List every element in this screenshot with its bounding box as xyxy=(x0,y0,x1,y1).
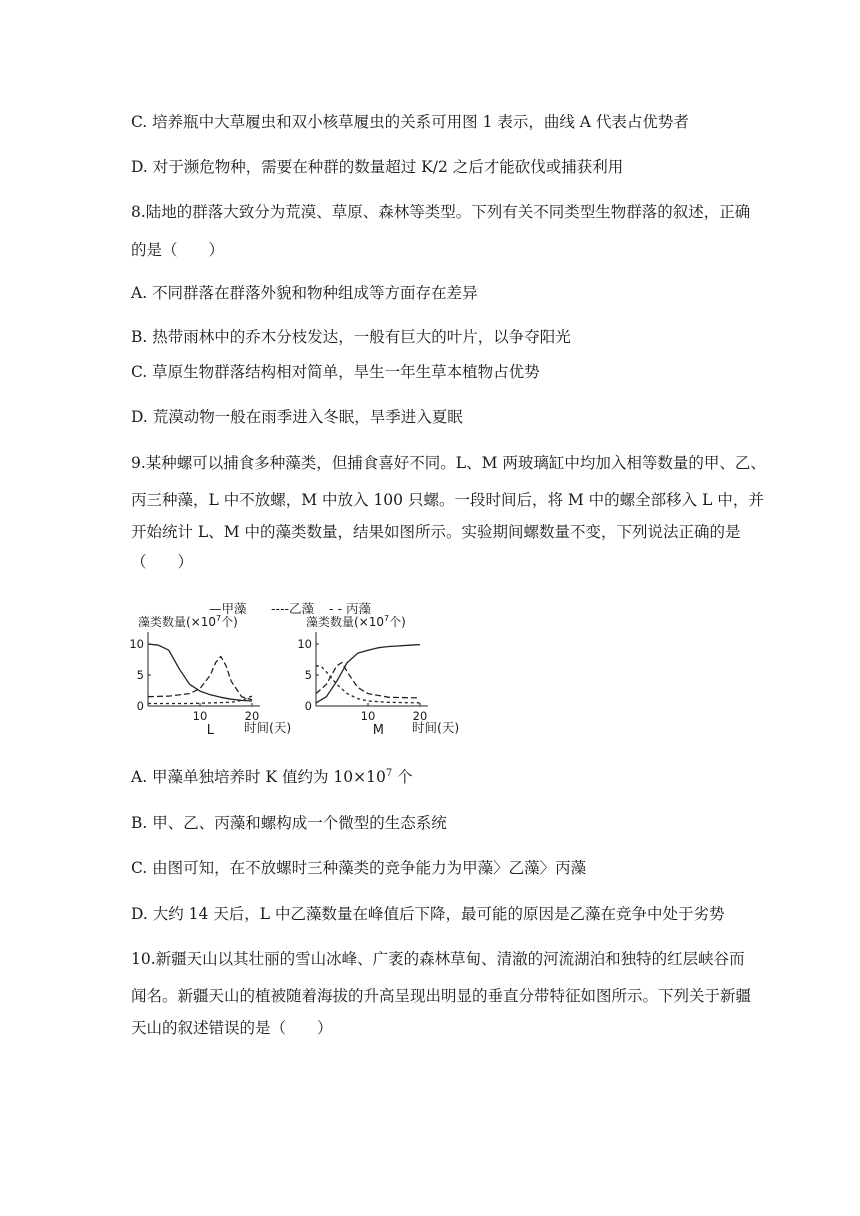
algae-figure xyxy=(131,598,471,748)
series-line xyxy=(148,656,252,699)
panel-label: M xyxy=(372,723,385,738)
y-tick-label: 10 xyxy=(297,637,312,651)
q8-option-d: D. 荒漠动物一般在雨季进入冬眠，旱季进入夏眠 xyxy=(131,408,463,426)
y-tick-label: 5 xyxy=(304,668,312,682)
series-line xyxy=(148,644,252,701)
legend-yi: ----乙藻 xyxy=(271,601,315,616)
q8-stem-line2: 的是（ ） xyxy=(131,241,225,259)
y-axis-label-unit: 个) xyxy=(389,615,406,629)
x-tick-label: 20 xyxy=(412,709,428,723)
q9-option-a-exp: 7 xyxy=(385,767,393,779)
q9-option-b: B. 甲、乙、丙藻和螺构成一个微型的生态系统 xyxy=(131,814,447,832)
q9-stem-line1: 9.某种螺可以捕食多种藻类，但捕食喜好不同。L、M 两玻璃缸中均加入相等数量的甲、乙、 xyxy=(131,454,766,472)
y-tick-label: 0 xyxy=(136,699,144,713)
q7-option-c: C. 培养瓶中大草履虫和双小核草履虫的关系可用图 1 表示，曲线 A 代表占优势者 xyxy=(131,113,689,131)
q9-option-a-text: A. 甲藻单独培养时 K 值约为 10×10 xyxy=(131,768,386,786)
q9-option-a-unit: 个 xyxy=(392,768,413,786)
q8-option-a: A. 不同群落在群落外貌和物种组成等方面存在差异 xyxy=(131,284,478,302)
q9-stem-line4: （ ） xyxy=(131,553,194,571)
y-tick-label: 0 xyxy=(304,699,312,713)
q9-stem-line2: 丙三种藻，L 中不放螺，M 中放入 100 只螺。一段时间后，将 M 中的螺全部移入 L 中，并 xyxy=(131,491,764,509)
y-axis-label: 藻类数量($\times 10^7$个) xyxy=(138,614,238,629)
q10-stem-line3: 天山的叙述错误的是（ ） xyxy=(131,1019,333,1037)
q10-stem-line2: 闻名。新疆天山的植被随着海拔的升高呈现出明显的垂直分带特征如图所示。下列关于新疆 xyxy=(131,987,752,1005)
y-axis-label-unit: 个) xyxy=(221,615,238,629)
panel-l xyxy=(129,614,291,738)
series-line xyxy=(316,663,420,698)
q8-option-c: C. 草原生物群落结构相对简单，旱生一年生草本植物占优势 xyxy=(131,363,540,381)
q7-option-d: D. 对于濒危物种，需要在种群的数量超过 K/2 之后才能砍伐或捕获利用 xyxy=(131,158,624,176)
legend-jia: —甲藻 xyxy=(209,601,247,616)
q8-option-b: B. 热带雨林中的乔木分枝发达，一般有巨大的叶片，以争夺阳光 xyxy=(131,328,571,346)
panel-m xyxy=(297,614,459,738)
y-tick-label: 5 xyxy=(136,668,144,682)
q9-option-a xyxy=(131,767,413,787)
x-tick-label: 10 xyxy=(192,709,208,723)
x-axis-label: 时间(天) xyxy=(412,720,460,735)
y-axis-label: 藻类数量($\times 10^7$个) xyxy=(306,614,406,629)
q10-stem-line1: 10.新疆天山以其壮丽的雪山冰峰、广袤的森林草甸、清澈的河流湖泊和独特的红层峡谷而 xyxy=(131,950,745,968)
q9-option-d: D. 大约 14 天后，L 中乙藻数量在峰值后下降，最可能的原因是乙藻在竞争中处于劣势 xyxy=(131,905,725,923)
q9-option-c: C. 由图可知，在不放螺时三种藻类的竞争能力为甲藻〉乙藻〉丙藻 xyxy=(131,859,587,877)
y-axis-label-exp: 7 xyxy=(216,614,222,623)
x-tick-label: 10 xyxy=(360,709,376,723)
y-tick-label: 10 xyxy=(129,637,144,651)
q8-stem-line1: 8.陆地的群落大致分为荒漠、草原、森林等类型。下列有关不同类型生物群落的叙述，正确 xyxy=(131,203,751,221)
legend-bing: - - 丙藻 xyxy=(329,601,371,616)
q9-stem-line3: 开始统计 L、M 中的藻类数量，结果如图所示。实验期间螺数量不变，下列说法正确的是 xyxy=(131,523,741,541)
x-tick-label: 20 xyxy=(244,709,260,723)
panel-label: L xyxy=(206,723,215,738)
x-axis-label: 时间(天) xyxy=(244,720,292,735)
y-axis-label-exp: 7 xyxy=(384,614,390,623)
